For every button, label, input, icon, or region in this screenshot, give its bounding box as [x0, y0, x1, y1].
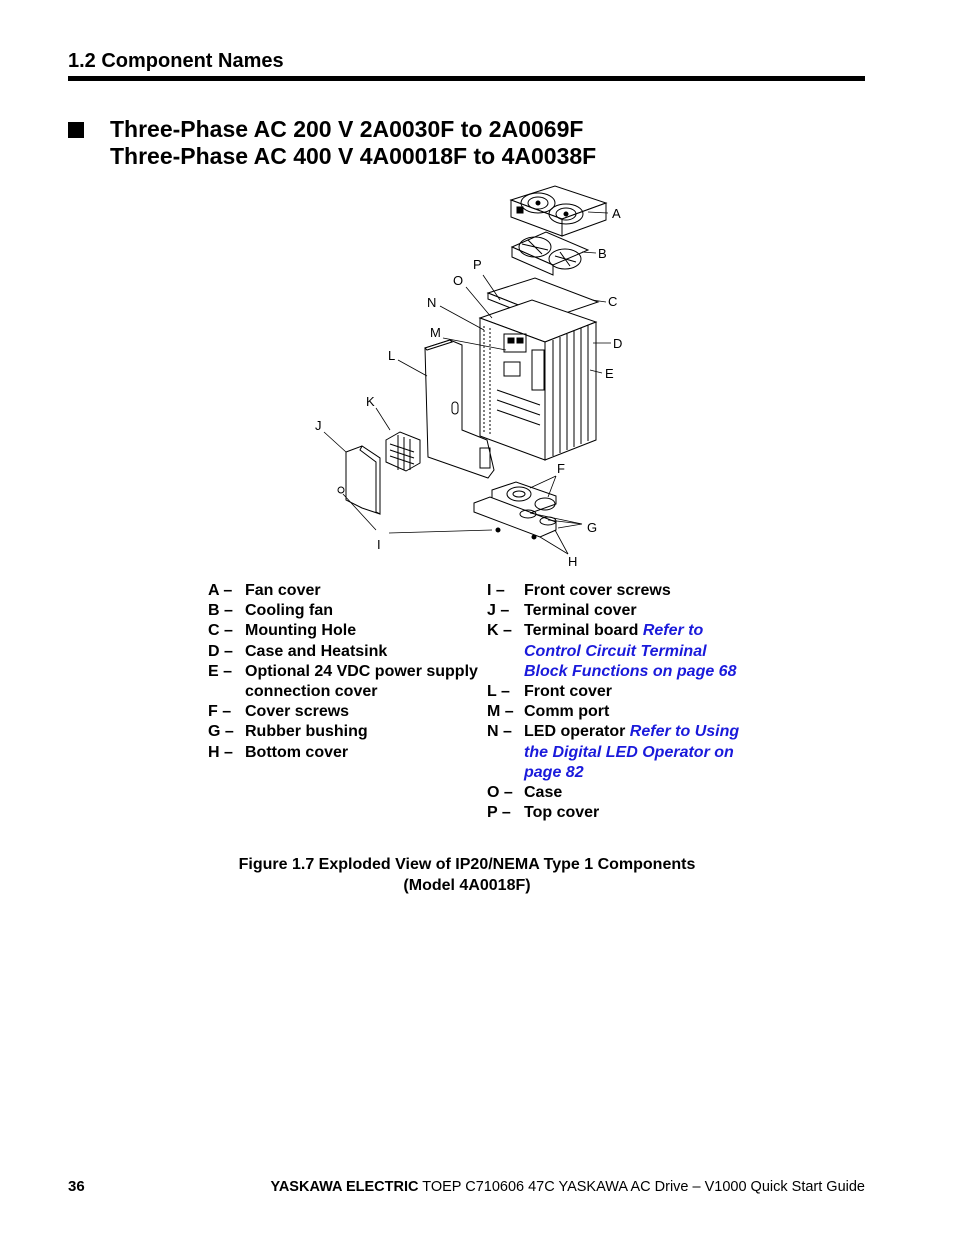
figure-caption — [200, 854, 734, 896]
figure-label-n: N — [427, 295, 437, 310]
caption-line-1: Figure 1.7 Exploded View of IP20/NEMA Type 1 Components — [238, 856, 696, 873]
legend-item-o: O – Case — [487, 784, 563, 802]
header-rule — [68, 76, 865, 81]
figure-label-e: E — [605, 366, 614, 381]
fan-cover-drawing — [511, 186, 606, 236]
legend-item-d: D – Case and Heatsink — [208, 642, 388, 660]
figure-label-c: C — [608, 294, 618, 309]
legend-item-b: B – Cooling fan — [208, 602, 333, 620]
legend-item-f: F – Cover screws — [208, 703, 350, 721]
terminal-cover-drawing — [338, 446, 380, 514]
figure-label-i: I — [377, 537, 381, 552]
section-header: 1.2 Component Names — [68, 50, 284, 72]
legend-item-k: K – Terminal board Refer to Control Circuit Terminal Block Functions on page 68 — [487, 622, 737, 680]
legend-item-h: H – Bottom cover — [208, 743, 349, 761]
figure-label-h: H — [568, 554, 578, 569]
legend-item-a: A – Fan cover — [208, 582, 321, 599]
footer-brand: YASKAWA ELECTRIC — [270, 1179, 419, 1195]
figure-label-f: F — [557, 461, 565, 476]
legend-item-c: C – Mounting Hole — [208, 622, 357, 640]
legend-right-column — [487, 581, 747, 823]
legend-left-column — [208, 581, 478, 763]
figure-label-a: A — [612, 206, 621, 221]
page-footer — [271, 1179, 866, 1195]
terminal-board-link[interactable]: Refer to Control Circuit Terminal Block Functions on page 68 — [524, 622, 737, 680]
figure-label-g: G — [587, 520, 598, 535]
caption-line-2: (Model 4A0018F) — [403, 877, 531, 894]
figure-label-d: D — [613, 336, 623, 351]
terminal-board-drawing — [386, 432, 420, 471]
legend-item-p: P – Top cover — [487, 804, 600, 822]
legend-item-n: N – LED operator Refer to Using the Digital LED Operator on page 82 — [487, 723, 740, 781]
legend-item-g: G – Rubber bushing — [208, 723, 368, 741]
legend-item-j: J – Terminal cover — [487, 602, 637, 620]
exploded-view-figure — [300, 180, 640, 580]
legend-item-l: L – Front cover — [487, 683, 613, 701]
case-heatsink-drawing — [480, 300, 596, 460]
footer-doc-title: TOEP C710606 47C YASKAWA AC Drive – V1000 Quick Start Guide — [418, 1179, 865, 1195]
led-operator-link[interactable]: Refer to Using the Digital LED Operator on page 82 — [524, 723, 740, 781]
figure-label-m: M — [430, 325, 441, 340]
figure-label-k: K — [366, 394, 375, 409]
cooling-fan-drawing — [512, 232, 588, 275]
figure-label-p: P — [473, 257, 482, 272]
legend-item-e: E – Optional 24 VDC power supply connection cover — [208, 662, 478, 701]
legend-item-m: M – Comm port — [487, 703, 610, 721]
figure-label-j: J — [315, 418, 322, 433]
heading-line-2: Three-Phase AC 400 V 4A00018F to 4A0038F — [110, 143, 597, 169]
figure-label-l: L — [388, 348, 396, 363]
legend-item-i: I – Front cover screws — [487, 582, 671, 599]
figure-label-o: O — [453, 273, 464, 288]
page-number: 36 — [68, 1178, 85, 1195]
figure-label-b: B — [598, 246, 607, 261]
heading-line-1: Three-Phase AC 200 V 2A0030F to 2A0069F — [110, 116, 584, 142]
square-bullet-icon — [68, 122, 84, 138]
